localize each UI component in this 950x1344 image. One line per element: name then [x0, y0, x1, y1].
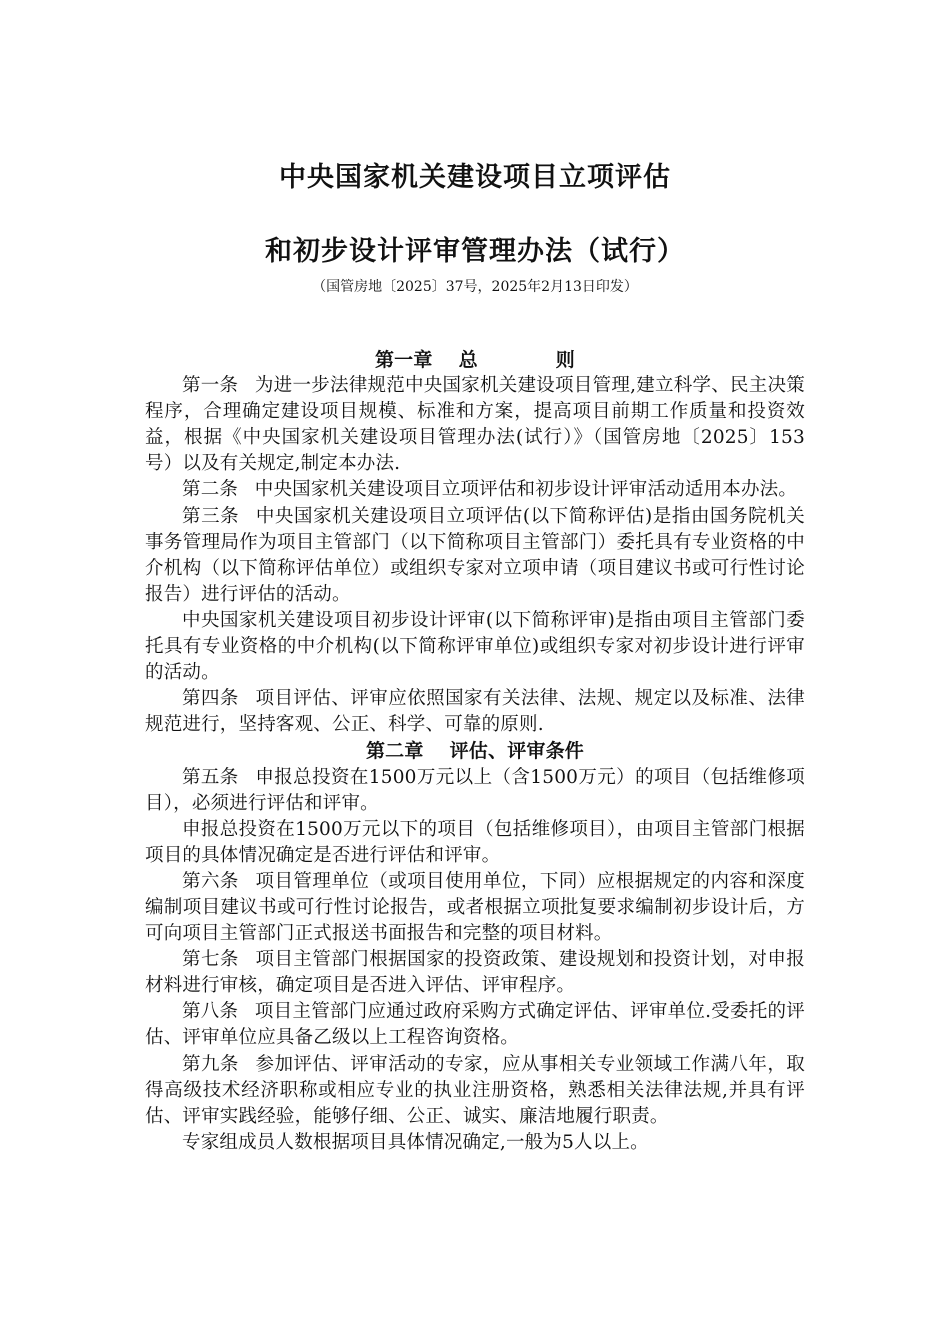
- article-5: [145, 765, 805, 817]
- article-text: 申报总投资在1500万元以上（含1500万元）的项目（包括维修项目），必须进行评估和评审。: [145, 766, 805, 814]
- article-3: [145, 504, 805, 608]
- article-text: 申报总投资在1500万元以下的项目（包括维修项目），由项目主管部门根据项目的具体情况确定是否进行评估和评审。: [145, 818, 805, 866]
- article-text: 项目主管部门应通过政府采购方式确定评估、评审单位.受委托的评估、评审单位应具备乙级以上工程咨询资格。: [145, 1001, 805, 1049]
- article-label: 第一条: [182, 375, 239, 397]
- article-text: 中央国家机关建设项目立项评估(以下简称评估)是指由国务院机关事务管理局作为项目主管部门（以下简称项目主管部门）委托具有专业资格的中介机构（以下简称评估单位）或组织专家对立项申请（项目建议书或可行性讨论报告）进行评估的活动。: [145, 505, 806, 605]
- document-number-date: （国管房地〔2025〕37号，2025年2月13日印发）: [312, 279, 638, 295]
- article-label: 第七条: [182, 949, 239, 971]
- article-text: 专家组成员人数根据项目具体情况确定,一般为5人以上。: [182, 1131, 649, 1153]
- article-9-paragraph-2: [145, 1130, 805, 1156]
- article-label: 第九条: [182, 1053, 239, 1075]
- chapter-1-heading: [145, 347, 805, 373]
- article-3-paragraph-2: [145, 608, 805, 686]
- chapter-2-name: 评估、评审条件: [449, 740, 584, 763]
- article-label: 第五条: [182, 766, 239, 788]
- chapter-1-number: 第一章: [374, 349, 433, 371]
- article-label: 第四条: [182, 688, 239, 710]
- article-text: 中央国家机关建设项目立项评估和初步设计评审活动适用本办法。: [254, 479, 798, 501]
- article-label: 第三条: [182, 505, 240, 527]
- article-label: 第二条: [182, 479, 239, 501]
- article-text: 参加评估、评审活动的专家，应从事相关专业领域工作满八年，取得高级技术经济职称或相应专业的执业注册资格，熟悉相关法律法规,并具有评估、评审实践经验，能够仔细、公正、诚实、廉洁地履行职责。: [145, 1053, 805, 1127]
- chapter-1-name-b: 则: [555, 349, 575, 371]
- article-text: 项目主管部门根据国家的投资政策、建设规划和投资计划，对申报材料进行审核，确定项目是否进入评估、评审程序。: [145, 949, 805, 997]
- title-line-1: 中央国家机关建设项目立项评估: [279, 162, 671, 193]
- article-label: 第八条: [182, 1001, 239, 1023]
- article-text: 为进一步法律规范中央国家机关建设项目管理,建立科学、民主决策程序，合理确定建设项目规模、标准和方案，提高项目前期工作质量和投资效益，根据《中央国家机关建设项目管理办法(试行）》（国管房地〔2025〕153号）以及有关规定,制定本办法.: [145, 375, 805, 475]
- chapter-2-number: 第二章: [365, 740, 424, 763]
- article-5-paragraph-2: [145, 817, 805, 869]
- chapter-1-name-a: 总: [458, 349, 478, 371]
- article-text: 中央国家机关建设项目初步设计评审(以下简称评审)是指由项目主管部门委托具有专业资格的中介机构(以下简称评审单位)或组织专家对初步设计进行评审的活动。: [145, 609, 805, 684]
- article-8: [145, 999, 805, 1051]
- article-label: 第六条: [182, 870, 239, 892]
- article-7: [145, 947, 805, 999]
- chapter-2-heading: [145, 738, 805, 764]
- article-text: 项目管理单位（或项目使用单位，下同）应根据规定的内容和深度编制项目建议书或可行性讨论报告，或者根据立项批复要求编制初步设计后，方可向项目主管部门正式报送书面报告和完整的项目材料。: [145, 870, 805, 945]
- article-4: [145, 686, 805, 738]
- article-2: [145, 477, 805, 503]
- title-line-2: 和初步设计评审管理办法（试行）: [265, 236, 685, 267]
- document-body: [145, 347, 805, 1156]
- article-1: [145, 373, 805, 477]
- article-9: [145, 1052, 805, 1130]
- article-6: [145, 869, 805, 947]
- article-text: 项目评估、评审应依照国家有关法律、法规、规定以及标准、法律规范进行，坚持客观、公正、科学、可靠的原则.: [145, 688, 805, 736]
